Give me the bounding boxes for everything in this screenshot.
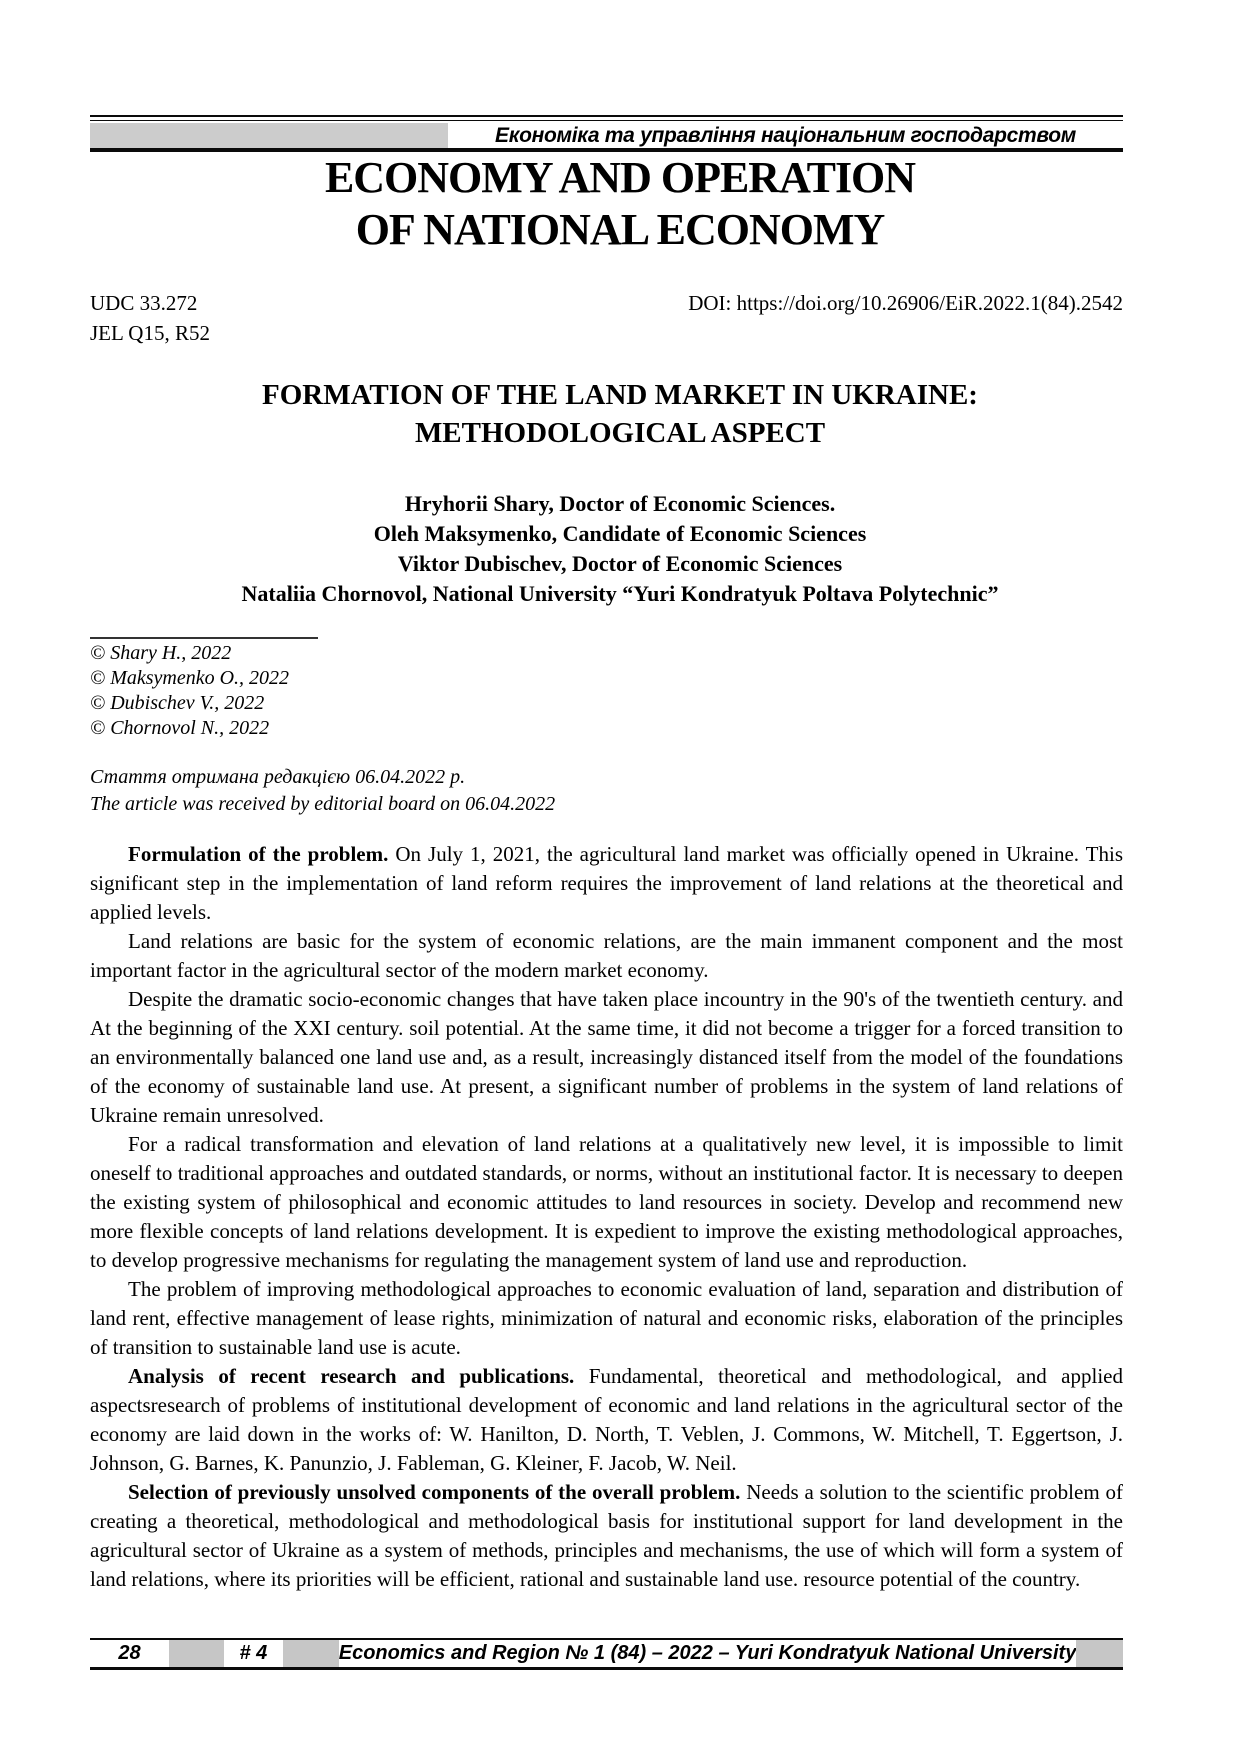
paragraph-text: For a radical transformation and elevation of land relations at a qualitatively new level, it is impossible to limit oneself to traditional approaches and outdated standards, or norms, without an institutional factor. It is necessary to deepen the existing system of philosophical and economic attitudes to land resources in society. Develop and recommend new more flexible concepts of land relations development. It is expedient to improve the existing methodological approaches, to develop progressive mechanisms for regulating the management system of land use and reproduction.: [90, 1132, 1123, 1272]
author-list: [0, 489, 1240, 609]
received-block: [90, 764, 555, 818]
footer-gray-block: [1076, 1640, 1123, 1667]
footer-bar: [90, 1638, 1123, 1670]
body-paragraph: [90, 985, 1123, 1130]
body-paragraph: [90, 1362, 1123, 1478]
copyright-line: © Chornovol N., 2022: [90, 717, 270, 739]
udc-code: UDC 33.272: [90, 291, 198, 315]
received-date-uk: Стаття отримана редакцією 06.04.2022 р.: [90, 766, 466, 788]
footer-gray-block: [283, 1640, 339, 1667]
page-footer: [90, 1638, 1123, 1670]
article-title-line1: FORMATION OF THE LAND MARKET IN UKRAINE:: [262, 379, 978, 411]
copyright-block: [90, 641, 289, 741]
author-line: Nataliia Chornovol, National University “Yuri Kondratyuk Poltava Polytechnic”: [241, 581, 999, 606]
section-running-title: Економіка та управління національним господарством: [495, 123, 1076, 147]
paragraph-text: Land relations are basic for the system of economic relations, are the main immanent component and the most important factor in the agricultural sector of the modern market economy.: [90, 929, 1123, 982]
page-number: 28: [118, 1642, 141, 1664]
journal-footer-line: Economics and Region № 1 (84) – 2022 – Yuri Kondratyuk National University: [338, 1642, 1077, 1664]
paragraph-text: Despite the dramatic socio-economic changes that have taken place incountry in the 90's of the twentieth century. and At the beginning of the XXI century. soil potential. At the same time, it did not become a trigger for a forced transition to an environmentally balanced one land use and, as a result, increasingly distanced itself from the model of the foundations of the economy of sustainable land use. At present, a significant number of problems in the system of land relations of Ukraine remain unresolved.: [90, 987, 1123, 1127]
meta-left: [90, 288, 210, 348]
header-bar: [90, 123, 1123, 152]
body-paragraph: [90, 1130, 1123, 1275]
header-double-rule: [90, 115, 1123, 121]
author-line: Oleh Maksymenko, Candidate of Economic Sciences: [373, 521, 867, 546]
article-title: [0, 376, 1240, 452]
section-heading-line1: ECONOMY AND OPERATION: [324, 153, 916, 202]
copyright-line: © Shary H., 2022: [90, 642, 232, 664]
body-paragraph: [90, 1478, 1123, 1594]
copyright-line: © Dubischev V., 2022: [90, 692, 265, 714]
issue-number: # 4: [239, 1642, 268, 1664]
copyright-separator-rule: [90, 637, 318, 639]
section-heading-line2: OF NATIONAL ECONOMY: [355, 205, 885, 254]
footer-gray-block: [169, 1640, 224, 1667]
running-head: [90, 115, 1123, 152]
copyright-line: © Maksymenko O., 2022: [90, 667, 290, 689]
body-paragraph: [90, 1275, 1123, 1362]
section-heading: [0, 152, 1240, 256]
header-gray-block: [90, 123, 448, 148]
paragraph-text: On July 1, 2021, the agricultural land market was officially opened in Ukraine. This significant step in the implementation of land reform requires the improvement of land relations at the theoretical and applied levels.: [90, 842, 1123, 924]
body-paragraph: [90, 840, 1123, 927]
body-paragraph: [90, 927, 1123, 985]
jel-code: JEL Q15, R52: [90, 321, 210, 345]
author-line: Hryhorii Shary, Doctor of Economic Sciences.: [404, 491, 836, 516]
author-line: Viktor Dubischev, Doctor of Economic Sciences: [397, 551, 843, 576]
article-body: [90, 840, 1123, 1594]
paragraph-text: Fundamental, theoretical and methodological, and applied aspectsresearch of problems of institutional development of economic and land relations in the agricultural sector of the economy are laid down in the works of: W. Hanilton, D. North, T. Veblen, J. Commons, W. Mitchell, T. Eggertson, J. Johnson, G. Barnes, K. Panunzio, J. Fableman, G. Kleiner, F. Jacob, W. Neil.: [90, 1364, 1123, 1475]
paragraph-text: The problem of improving methodological approaches to economic evaluation of land, separation and distribution of land rent, effective management of lease rights, minimization of natural and economic risks, elaboration of the principles of transition to sustainable land use is acute.: [90, 1277, 1123, 1359]
paragraph-lead: Selection of previously unsolved components of the overall problem.: [128, 1480, 747, 1504]
paragraph-text: Needs a solution to the scientific problem of creating a theoretical, methodological and methodological basis for institutional support for land development in the agricultural sector of Ukraine as a system of methods, principles and mechanisms, the use of which will form a system of land relations, where its priorities will be efficient, rational and sustainable land use. resource potential of the country.: [90, 1480, 1123, 1591]
article-title-line2: METHODOLOGICAL ASPECT: [414, 417, 826, 449]
received-date-en: The article was received by editorial board on 06.04.2022: [90, 793, 556, 815]
doi-line: DOI: https://doi.org/10.26906/EiR.2022.1(84).2542: [688, 291, 1123, 315]
paragraph-lead: Analysis of recent research and publications.: [128, 1364, 589, 1388]
article-meta: [90, 288, 1123, 348]
paragraph-lead: Formulation of the problem.: [128, 842, 396, 866]
